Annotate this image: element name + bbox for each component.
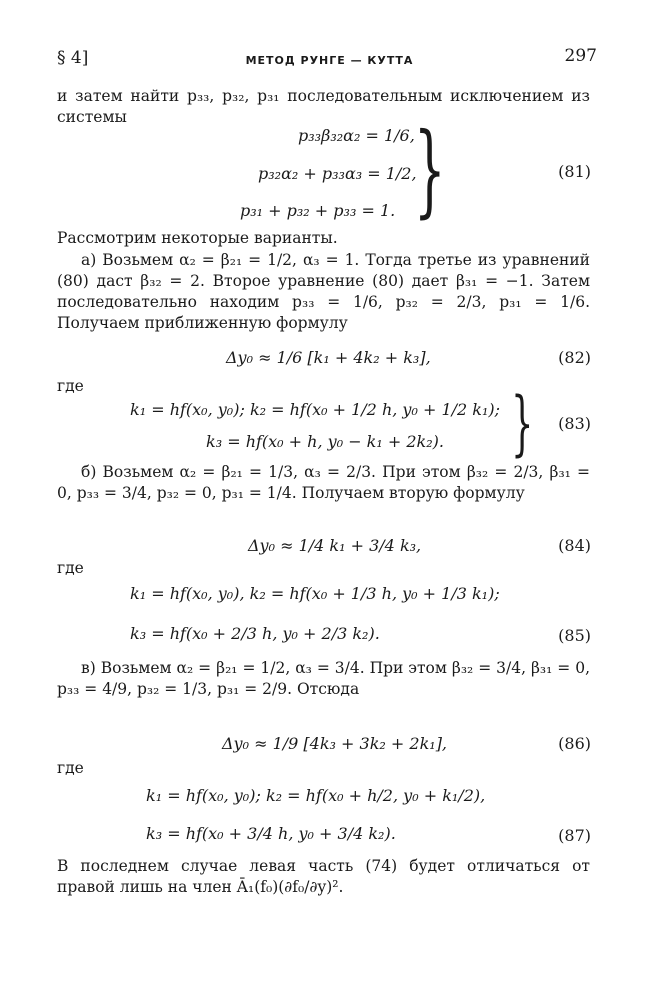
equation-81c: p₃₁ + p₃₂ + p₃₃ = 1. [240, 201, 396, 220]
eq-number-86: (86) [558, 734, 591, 753]
page-number: 297 [564, 46, 597, 66]
word-where-2: где [57, 559, 84, 577]
brace-83: } [511, 382, 534, 464]
word-where-1: где [57, 377, 84, 395]
word-where-3: где [57, 759, 84, 777]
eq-number-87: (87) [558, 826, 591, 845]
equation-82: Δy₀ ≈ 1/6 [k₁ + 4k₂ + k₃], [226, 348, 431, 367]
eq-number-84: (84) [558, 536, 591, 555]
equation-83a: k₁ = hf(x₀, y₀); k₂ = hf(x₀ + 1/2 h, y₀ + 1/2 k₁); [130, 400, 501, 419]
equation-85b: k₃ = hf(x₀ + 2/3 h, y₀ + 2/3 k₂). [130, 624, 380, 643]
paragraph-variant-b: б) Возьмем α₂ = β₂₁ = 1/3, α₃ = 2/3. При этом β₃₂ = 2/3, β₃₁ = 0, p₃₃ = 3/4, p₃₂ = 0, p₃₁ = 1/4. Получаем вторую формулу [57, 463, 590, 502]
paragraph-intro: и затем найти p₃₃, p₃₂, p₃₁ последовательным исключением из системы [57, 87, 590, 126]
equation-83b: k₃ = hf(x₀ + h, y₀ − k₁ + 2k₂). [206, 432, 444, 451]
paragraph-final: В последнем случае левая часть (74) будет отличаться от правой лишь на член Ā₁(f₀)(∂f₀/∂y)². [57, 857, 590, 896]
brace-81: } [413, 111, 446, 228]
equation-87b: k₃ = hf(x₀ + 3/4 h, y₀ + 3/4 k₂). [146, 824, 396, 843]
equation-86: Δy₀ ≈ 1/9 [4k₃ + 3k₂ + 2k₁], [222, 734, 448, 753]
equation-81a: p₃₃β₃₂α₂ = 1/6, [298, 126, 415, 145]
eq-number-85: (85) [558, 626, 591, 645]
equation-84: Δy₀ ≈ 1/4 k₁ + 3/4 k₃, [248, 536, 422, 555]
paragraph-variants: Рассмотрим некоторые варианты. [57, 229, 338, 247]
eq-number-83: (83) [558, 414, 591, 433]
equation-81b: p₃₂α₂ + p₃₃α₃ = 1/2, [258, 164, 417, 183]
running-title: МЕТОД РУНГЕ — КУТТА [245, 54, 414, 67]
equation-87a: k₁ = hf(x₀, y₀); k₂ = hf(x₀ + h/2, y₀ + k₁/2), [146, 786, 486, 805]
eq-number-82: (82) [558, 348, 591, 367]
section-marker: § 4] [57, 48, 89, 68]
paragraph-variant-a: а) Возьмем α₂ = β₂₁ = 1/2, α₃ = 1. Тогда третье из уравнений (80) даст β₃₂ = 2. Второе уравнение (80) дает β₃₁ = −1. Затем последовательно находим p₃₃ = 1/6, p₃₂ = 2/3, p₃₁ = 1/6. Получаем приближенную формулу [57, 251, 590, 332]
eq-number-81: (81) [558, 162, 591, 181]
paragraph-variant-c: в) Возьмем α₂ = β₂₁ = 1/2, α₃ = 3/4. При этом β₃₂ = 3/4, β₃₁ = 0, p₃₃ = 4/9, p₃₂ = 1/3, p₃₁ = 2/9. Отсюда [57, 659, 590, 698]
equation-85a: k₁ = hf(x₀, y₀), k₂ = hf(x₀ + 1/3 h, y₀ + 1/3 k₁); [130, 584, 500, 603]
